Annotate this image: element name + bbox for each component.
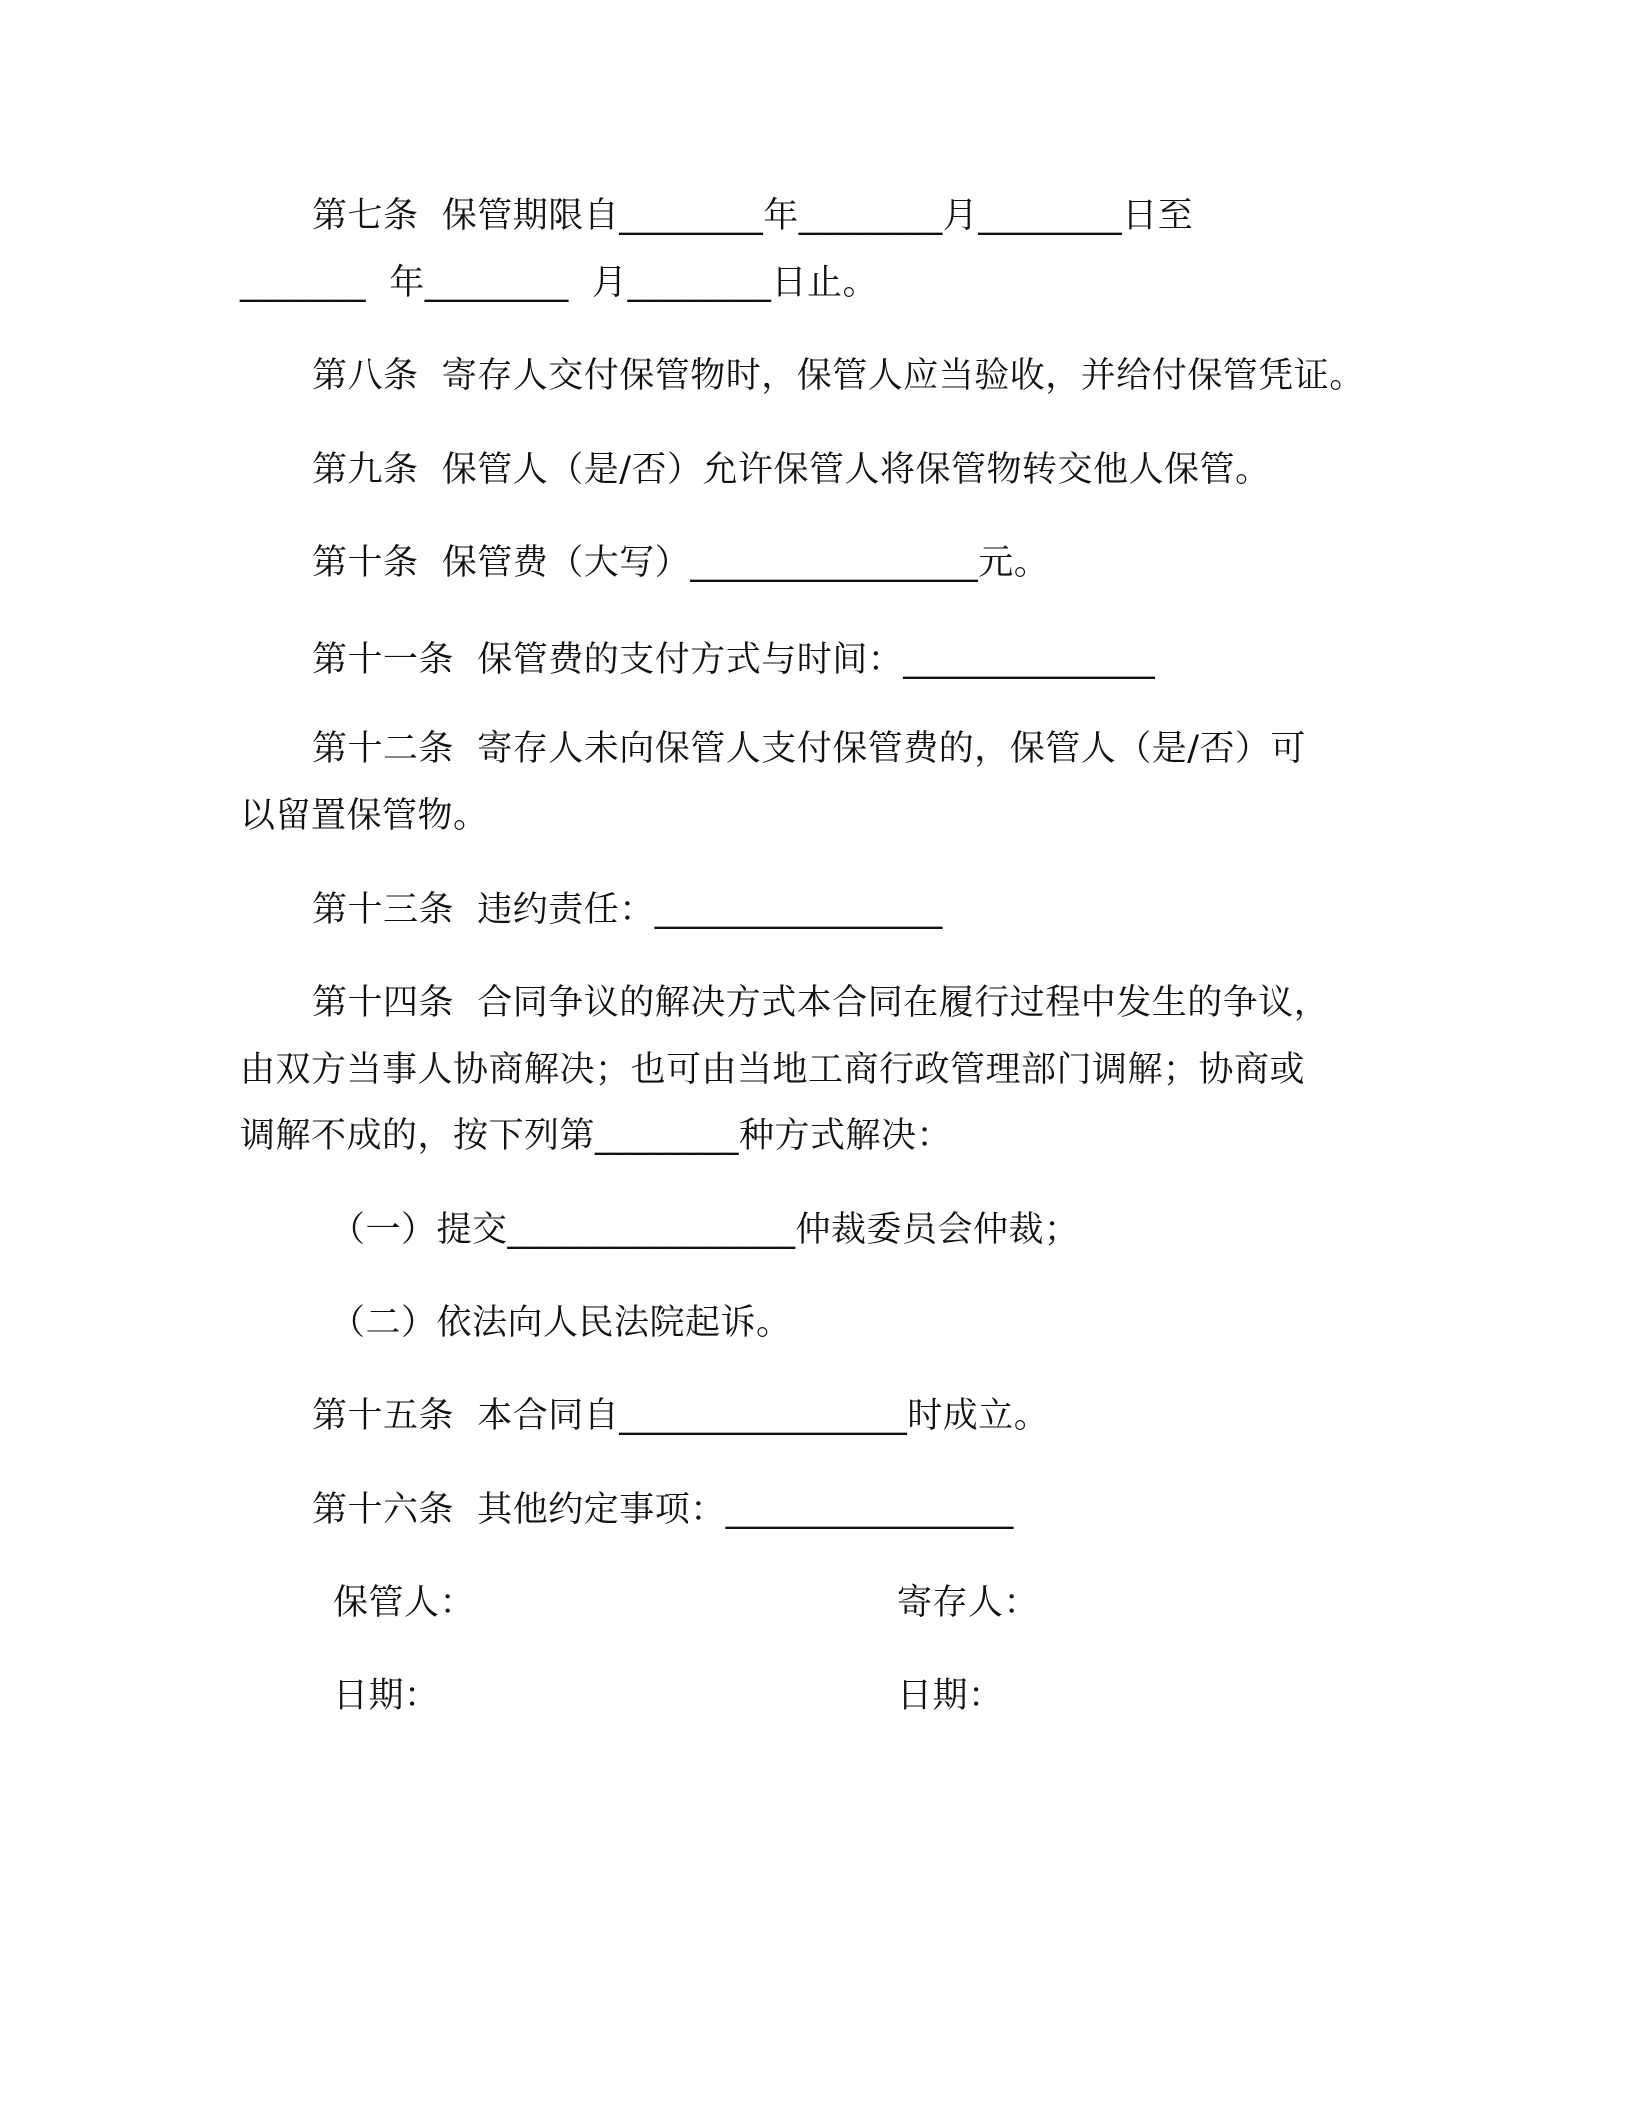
- article-12-line-2: 以留置保管物。: [240, 796, 489, 836]
- article-10: 第十条 保管费（大写）________________元。: [312, 543, 1050, 583]
- date-right-label: 日期：: [897, 1676, 1004, 1716]
- date-left-label: 日期：: [333, 1676, 440, 1716]
- article-14-line-2: 由双方当事人协商解决；也可由当地工商行政管理部门调解；协商或: [240, 1050, 1306, 1090]
- article-8: 第八条 寄存人交付保管物时，保管人应当验收，并给付保管凭证。: [312, 356, 1365, 396]
- article-13: 第十三条 违约责任：________________: [312, 890, 943, 930]
- article-7-line-2: _______ 年________ 月________日止。: [240, 263, 879, 303]
- option-1: （一）提交________________仲裁委员会仲裁；: [330, 1210, 1080, 1250]
- article-11: 第十一条 保管费的支付方式与时间：______________: [312, 640, 1156, 680]
- article-9: 第九条 保管人（是/否）允许保管人将保管物转交他人保管。: [312, 450, 1271, 490]
- article-14-line-1: 第十四条 合同争议的解决方式本合同在履行过程中发生的争议，: [312, 983, 1330, 1023]
- depositor-signature-label: 寄存人：: [897, 1583, 1040, 1623]
- article-16: 第十六条 其他约定事项：________________: [312, 1490, 1014, 1530]
- option-2: （二）依法向人民法院起诉。: [330, 1303, 792, 1343]
- custodian-signature-label: 保管人：: [333, 1583, 476, 1623]
- article-15: 第十五条 本合同自________________时成立。: [312, 1396, 1050, 1436]
- article-14-line-3: 调解不成的，按下列第________种方式解决：: [240, 1116, 953, 1156]
- article-12-line-1: 第十二条 寄存人未向保管人支付保管费的，保管人（是/否）可: [312, 729, 1307, 769]
- article-7-line-1: 第七条 保管期限自________年________月________日至: [312, 196, 1194, 236]
